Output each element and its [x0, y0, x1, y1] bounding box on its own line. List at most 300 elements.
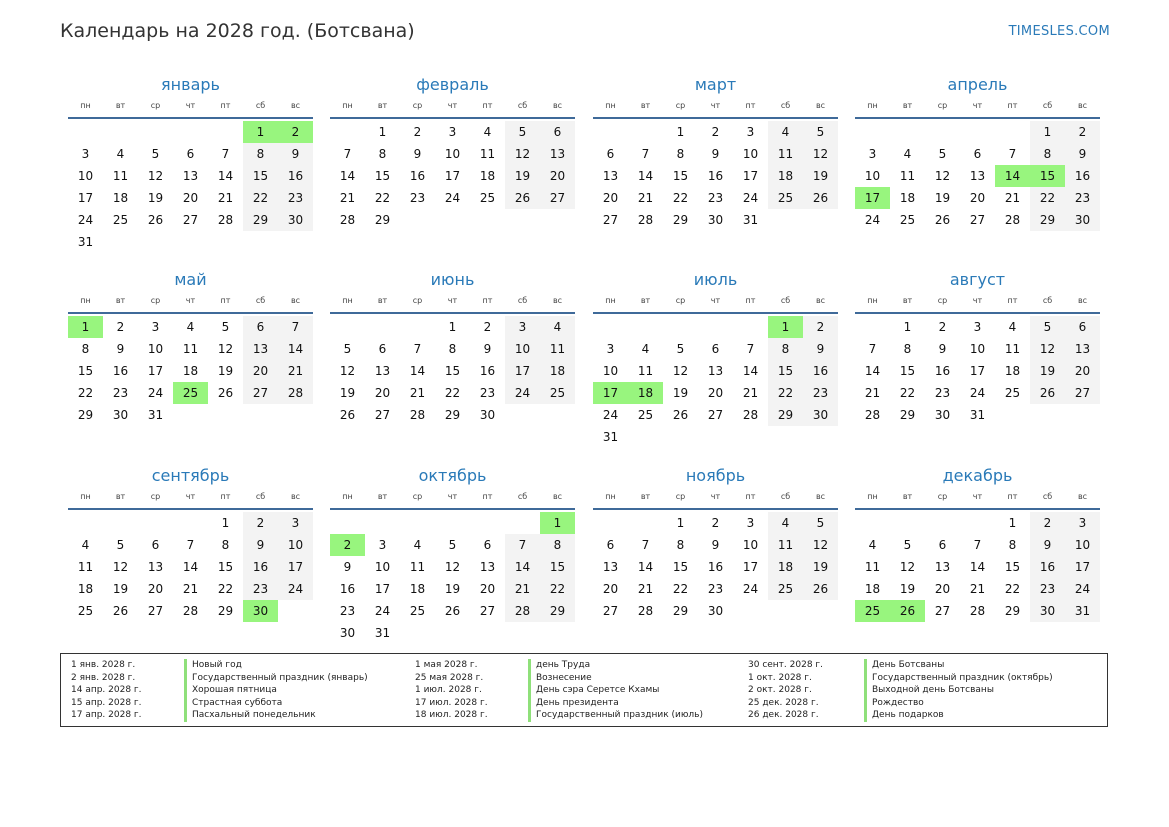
day-cell: 22	[374, 191, 391, 205]
day-cell: 31	[374, 626, 391, 640]
month-4	[855, 75, 1100, 231]
day-cell: 27	[969, 213, 986, 227]
day-cell: 18	[864, 582, 881, 596]
day-cell: 17	[742, 560, 759, 574]
day-cell: 10	[1065, 534, 1100, 556]
day-cell: 4	[413, 538, 422, 552]
weekday-label: чт	[972, 296, 983, 305]
holiday-name: Государственный праздник (январь)	[184, 672, 368, 685]
day-cell: 11	[637, 364, 654, 378]
day-cell: 30	[1030, 600, 1065, 622]
day-cell: 16	[803, 360, 838, 382]
holiday-date: 17 апр. 2028 г.	[71, 710, 142, 721]
day-cell: 16	[1030, 556, 1065, 578]
day-cell: 10	[742, 538, 759, 552]
weekday-label: вс	[1077, 101, 1088, 110]
day-cell: 20	[934, 582, 951, 596]
weekday-label: пт	[220, 492, 231, 501]
weekday-label: чт	[972, 101, 983, 110]
day-cell: 22	[217, 582, 234, 596]
day-cell: 29	[768, 404, 803, 426]
day-cell: 1	[903, 320, 912, 334]
holiday-name: Пасхальный понедельник	[184, 709, 316, 722]
day-cell: 4	[768, 512, 803, 534]
day-cell: 22	[243, 187, 278, 209]
day-grid	[68, 119, 313, 253]
day-cell: 3	[746, 125, 755, 139]
day-cell: 26	[339, 408, 356, 422]
weekday-label: чт	[185, 492, 196, 501]
empty-cell	[400, 512, 435, 534]
weekday-label: пн	[605, 296, 616, 305]
weekday-label: пн	[867, 296, 878, 305]
weekday-label: сб	[1042, 492, 1053, 501]
weekday-label: пт	[745, 492, 756, 501]
day-cell: 26	[505, 187, 540, 209]
day-grid	[330, 510, 575, 644]
holiday-date: 1 окт. 2028 г.	[748, 672, 812, 683]
empty-cell	[435, 512, 470, 534]
day-cell: 5	[505, 121, 540, 143]
weekday-label: пт	[1007, 492, 1018, 501]
day-cell: 6	[378, 342, 387, 356]
page-title: Календарь на 2028 год. (Ботсвана)	[60, 20, 415, 42]
day-cell: 27	[243, 382, 278, 404]
weekday-label: пт	[745, 296, 756, 305]
weekday-label: вт	[377, 492, 388, 501]
day-cell: 6	[483, 538, 492, 552]
day-cell: 8	[243, 143, 278, 165]
day-cell: 21	[339, 191, 356, 205]
day-cell: 18	[77, 582, 94, 596]
day-cell: 28	[409, 408, 426, 422]
empty-cell	[593, 316, 628, 338]
day-cell: 11	[768, 534, 803, 556]
day-cell: 22	[77, 386, 94, 400]
holiday-date: 18 июл. 2028 г.	[415, 710, 488, 721]
month-8	[855, 270, 1100, 426]
weekday-label: пт	[220, 101, 231, 110]
day-cell: 14	[864, 364, 881, 378]
day-cell: 15	[243, 165, 278, 187]
site-link[interactable]: TIMESLES.COM	[1008, 24, 1110, 39]
holiday-name: Новый год	[184, 659, 242, 672]
empty-cell	[173, 512, 208, 534]
weekday-label: пт	[482, 296, 493, 305]
day-cell: 30	[707, 604, 724, 618]
day-grid	[593, 314, 838, 448]
day-cell: 30	[707, 213, 724, 227]
day-cell: 8	[676, 538, 685, 552]
day-cell: 3	[973, 320, 982, 334]
day-cell: 19	[505, 165, 540, 187]
day-cell: 6	[606, 538, 615, 552]
day-cell: 5	[221, 320, 230, 334]
day-cell: 20	[602, 191, 619, 205]
day-cell: 21	[409, 386, 426, 400]
weekday-label: сб	[780, 101, 791, 110]
holiday-name: день Труда	[528, 659, 590, 672]
empty-cell	[628, 512, 663, 534]
day-cell: 31	[1065, 600, 1100, 622]
day-cell: 27	[147, 604, 164, 618]
day-cell: 9	[413, 147, 422, 161]
day-cell: 30	[803, 404, 838, 426]
day-cell: 24	[505, 382, 540, 404]
day-cell: 8	[1030, 143, 1065, 165]
day-cell: 3	[278, 512, 313, 534]
day-cell: 8	[448, 342, 457, 356]
weekday-label: пн	[867, 492, 878, 501]
day-cell: 4	[483, 125, 492, 139]
month-name: июнь	[430, 270, 475, 289]
day-cell: 2	[938, 320, 947, 334]
day-cell: 5	[938, 147, 947, 161]
day-cell: 24	[444, 191, 461, 205]
weekday-label: ср	[675, 101, 686, 110]
empty-cell	[855, 121, 890, 143]
day-cell: 12	[217, 342, 234, 356]
empty-cell	[628, 121, 663, 143]
weekday-label: пн	[605, 101, 616, 110]
day-cell: 21	[969, 582, 986, 596]
day-cell: 8	[903, 342, 912, 356]
day-cell: 28	[637, 213, 654, 227]
weekday-header	[855, 99, 1100, 113]
day-cell: 30	[934, 408, 951, 422]
holiday-date: 30 сент. 2028 г.	[748, 660, 824, 670]
weekday-label: сб	[1042, 296, 1053, 305]
day-cell: 2	[803, 316, 838, 338]
day-cell: 13	[243, 338, 278, 360]
empty-cell	[628, 316, 663, 338]
weekday-header	[68, 294, 313, 308]
day-cell: 26	[672, 408, 689, 422]
empty-cell	[138, 512, 173, 534]
day-cell: 8	[540, 534, 575, 556]
day-cell: 28	[278, 382, 313, 404]
weekday-label: пн	[342, 101, 353, 110]
day-cell: 23	[803, 382, 838, 404]
holiday-day-cell: 25	[173, 382, 208, 404]
day-cell: 4	[903, 147, 912, 161]
day-cell: 23	[707, 191, 724, 205]
day-cell: 26	[803, 187, 838, 209]
day-cell: 3	[505, 316, 540, 338]
day-cell: 9	[1030, 534, 1065, 556]
day-cell: 15	[672, 560, 689, 574]
day-cell: 20	[147, 582, 164, 596]
empty-cell	[890, 121, 925, 143]
month-9	[68, 466, 313, 622]
day-cell: 8	[768, 338, 803, 360]
weekday-label: ср	[412, 296, 423, 305]
day-cell: 12	[803, 143, 838, 165]
day-cell: 15	[768, 360, 803, 382]
weekday-label: пт	[220, 296, 231, 305]
holiday-day-cell: 30	[243, 600, 278, 622]
holiday-name: День сэра Серетсе Кхамы	[528, 684, 659, 697]
day-cell: 3	[1065, 512, 1100, 534]
day-cell: 11	[540, 338, 575, 360]
weekday-label: пн	[867, 101, 878, 110]
holiday-day-cell: 18	[628, 382, 663, 404]
day-cell: 11	[479, 147, 496, 161]
holiday-date: 1 янв. 2028 г.	[71, 660, 136, 670]
day-cell: 14	[278, 338, 313, 360]
day-cell: 7	[343, 147, 352, 161]
day-cell: 23	[243, 578, 278, 600]
weekday-label: пт	[745, 101, 756, 110]
weekday-label: вт	[902, 296, 913, 305]
day-cell: 22	[899, 386, 916, 400]
day-cell: 1	[448, 320, 457, 334]
day-cell: 24	[864, 213, 881, 227]
holiday-date: 15 апр. 2028 г.	[71, 697, 142, 708]
weekday-label: вт	[640, 296, 651, 305]
weekday-label: ср	[150, 101, 161, 110]
month-name: декабрь	[942, 466, 1013, 485]
day-cell: 17	[77, 191, 94, 205]
holiday-name: Государственный праздник (июль)	[528, 709, 703, 722]
day-cell: 12	[899, 560, 916, 574]
empty-cell	[330, 316, 365, 338]
day-cell: 15	[444, 364, 461, 378]
day-cell: 6	[711, 342, 720, 356]
day-cell: 28	[864, 408, 881, 422]
day-cell: 24	[742, 191, 759, 205]
holiday-date: 14 апр. 2028 г.	[71, 685, 142, 696]
day-cell: 26	[217, 386, 234, 400]
weekday-header	[330, 294, 575, 308]
holiday-name: Государственный праздник (октябрь)	[864, 672, 1053, 685]
day-cell: 22	[540, 578, 575, 600]
weekday-label: сб	[517, 101, 528, 110]
holiday-date: 25 дек. 2028 г.	[748, 697, 819, 708]
day-cell: 20	[479, 582, 496, 596]
empty-cell	[995, 121, 1030, 143]
empty-cell	[330, 512, 365, 534]
day-cell: 12	[1030, 338, 1065, 360]
weekday-header	[855, 490, 1100, 504]
day-cell: 12	[505, 143, 540, 165]
day-cell: 18	[768, 165, 803, 187]
weekday-label: вс	[290, 296, 301, 305]
day-cell: 14	[637, 169, 654, 183]
day-cell: 4	[116, 147, 125, 161]
day-cell: 15	[899, 364, 916, 378]
day-cell: 4	[868, 538, 877, 552]
weekday-header	[68, 490, 313, 504]
day-cell: 10	[444, 147, 461, 161]
day-cell: 19	[217, 364, 234, 378]
day-cell: 21	[182, 582, 199, 596]
day-cell: 21	[1004, 191, 1021, 205]
weekday-header	[593, 294, 838, 308]
day-cell: 27	[182, 213, 199, 227]
day-cell: 1	[221, 516, 230, 530]
day-cell: 9	[116, 342, 125, 356]
month-6	[330, 270, 575, 426]
day-cell: 5	[151, 147, 160, 161]
day-cell: 24	[77, 213, 94, 227]
holiday-day-cell: 15	[1030, 165, 1065, 187]
day-cell: 15	[540, 556, 575, 578]
weekday-label: ср	[150, 296, 161, 305]
day-cell: 8	[221, 538, 230, 552]
day-cell: 27	[602, 213, 619, 227]
holiday-name: Хорошая пятница	[184, 684, 277, 697]
holiday-date: 26 дек. 2028 г.	[748, 710, 819, 721]
weekday-header	[330, 99, 575, 113]
day-cell: 3	[606, 342, 615, 356]
holiday-name: Вознесение	[528, 672, 592, 685]
day-cell: 27	[374, 408, 391, 422]
day-cell: 30	[339, 626, 356, 640]
day-grid	[68, 314, 313, 426]
day-cell: 10	[147, 342, 164, 356]
day-cell: 4	[768, 121, 803, 143]
day-cell: 21	[217, 191, 234, 205]
day-cell: 11	[899, 169, 916, 183]
day-cell: 19	[803, 165, 838, 187]
day-cell: 29	[444, 408, 461, 422]
day-cell: 20	[182, 191, 199, 205]
holiday-name: День Ботсваны	[864, 659, 944, 672]
empty-cell	[663, 316, 698, 338]
day-cell: 20	[1065, 360, 1100, 382]
day-grid	[68, 510, 313, 622]
day-cell: 21	[505, 578, 540, 600]
day-cell: 28	[969, 604, 986, 618]
day-cell: 24	[147, 386, 164, 400]
day-cell: 29	[672, 213, 689, 227]
day-cell: 29	[374, 213, 391, 227]
holiday-day-cell: 1	[68, 316, 103, 338]
weekday-label: сб	[255, 296, 266, 305]
holiday-day-cell: 25	[855, 600, 890, 622]
day-cell: 28	[637, 604, 654, 618]
weekday-label: вс	[1077, 296, 1088, 305]
day-cell: 12	[934, 169, 951, 183]
day-cell: 29	[243, 209, 278, 231]
day-cell: 29	[899, 408, 916, 422]
day-cell: 1	[1008, 516, 1017, 530]
day-cell: 23	[707, 582, 724, 596]
day-cell: 7	[868, 342, 877, 356]
empty-cell	[400, 316, 435, 338]
holiday-day-cell: 17	[855, 187, 890, 209]
day-cell: 6	[973, 147, 982, 161]
holiday-legend	[60, 653, 1108, 727]
day-cell: 18	[479, 169, 496, 183]
day-cell: 27	[602, 604, 619, 618]
day-cell: 25	[899, 213, 916, 227]
day-cell: 6	[938, 538, 947, 552]
day-cell: 31	[602, 430, 619, 444]
weekday-label: пн	[605, 492, 616, 501]
day-cell: 11	[409, 560, 426, 574]
weekday-label: сб	[1042, 101, 1053, 110]
day-cell: 19	[112, 582, 129, 596]
day-cell: 19	[444, 582, 461, 596]
weekday-label: пн	[80, 296, 91, 305]
day-cell: 4	[540, 316, 575, 338]
holiday-day-cell: 1	[768, 316, 803, 338]
day-cell: 10	[278, 534, 313, 556]
month-name: август	[949, 270, 1006, 289]
day-cell: 23	[278, 187, 313, 209]
holiday-day-cell: 17	[593, 382, 628, 404]
weekday-label: пн	[80, 492, 91, 501]
day-cell: 4	[81, 538, 90, 552]
day-cell: 26	[444, 604, 461, 618]
day-cell: 28	[1004, 213, 1021, 227]
day-cell: 17	[969, 364, 986, 378]
day-cell: 4	[1008, 320, 1017, 334]
day-cell: 8	[378, 147, 387, 161]
weekday-label: сб	[780, 492, 791, 501]
weekday-label: вс	[1077, 492, 1088, 501]
month-1	[68, 75, 313, 253]
day-cell: 11	[182, 342, 199, 356]
holiday-name: Рождество	[864, 697, 924, 710]
day-cell: 19	[672, 386, 689, 400]
empty-cell	[960, 512, 995, 534]
day-cell: 25	[479, 191, 496, 205]
weekday-label: ср	[675, 296, 686, 305]
day-grid	[330, 314, 575, 426]
day-cell: 29	[1030, 209, 1065, 231]
weekday-label: пт	[1007, 296, 1018, 305]
holiday-date: 1 мая 2028 г.	[415, 660, 478, 670]
day-cell: 20	[602, 582, 619, 596]
day-cell: 6	[243, 316, 278, 338]
day-cell: 2	[1065, 121, 1100, 143]
day-cell: 7	[746, 342, 755, 356]
month-12	[855, 466, 1100, 622]
empty-cell	[960, 121, 995, 143]
weekday-label: сб	[780, 296, 791, 305]
day-cell: 25	[768, 187, 803, 209]
day-cell: 15	[77, 364, 94, 378]
day-grid	[330, 119, 575, 231]
day-cell: 16	[1065, 165, 1100, 187]
weekday-label: чт	[972, 492, 983, 501]
day-cell: 6	[186, 147, 195, 161]
day-cell: 2	[483, 320, 492, 334]
day-cell: 6	[540, 121, 575, 143]
day-cell: 31	[969, 408, 986, 422]
day-cell: 12	[147, 169, 164, 183]
day-cell: 20	[374, 386, 391, 400]
day-cell: 16	[707, 169, 724, 183]
day-cell: 18	[899, 191, 916, 205]
day-cell: 18	[112, 191, 129, 205]
weekday-label: вт	[640, 101, 651, 110]
day-cell: 27	[1065, 382, 1100, 404]
day-cell: 12	[339, 364, 356, 378]
day-cell: 9	[278, 143, 313, 165]
day-cell: 13	[707, 364, 724, 378]
day-cell: 10	[742, 147, 759, 161]
month-5	[68, 270, 313, 426]
weekday-header	[855, 294, 1100, 308]
day-cell: 17	[1065, 556, 1100, 578]
day-cell: 17	[444, 169, 461, 183]
holiday-day-cell: 2	[278, 121, 313, 143]
day-cell: 11	[768, 143, 803, 165]
